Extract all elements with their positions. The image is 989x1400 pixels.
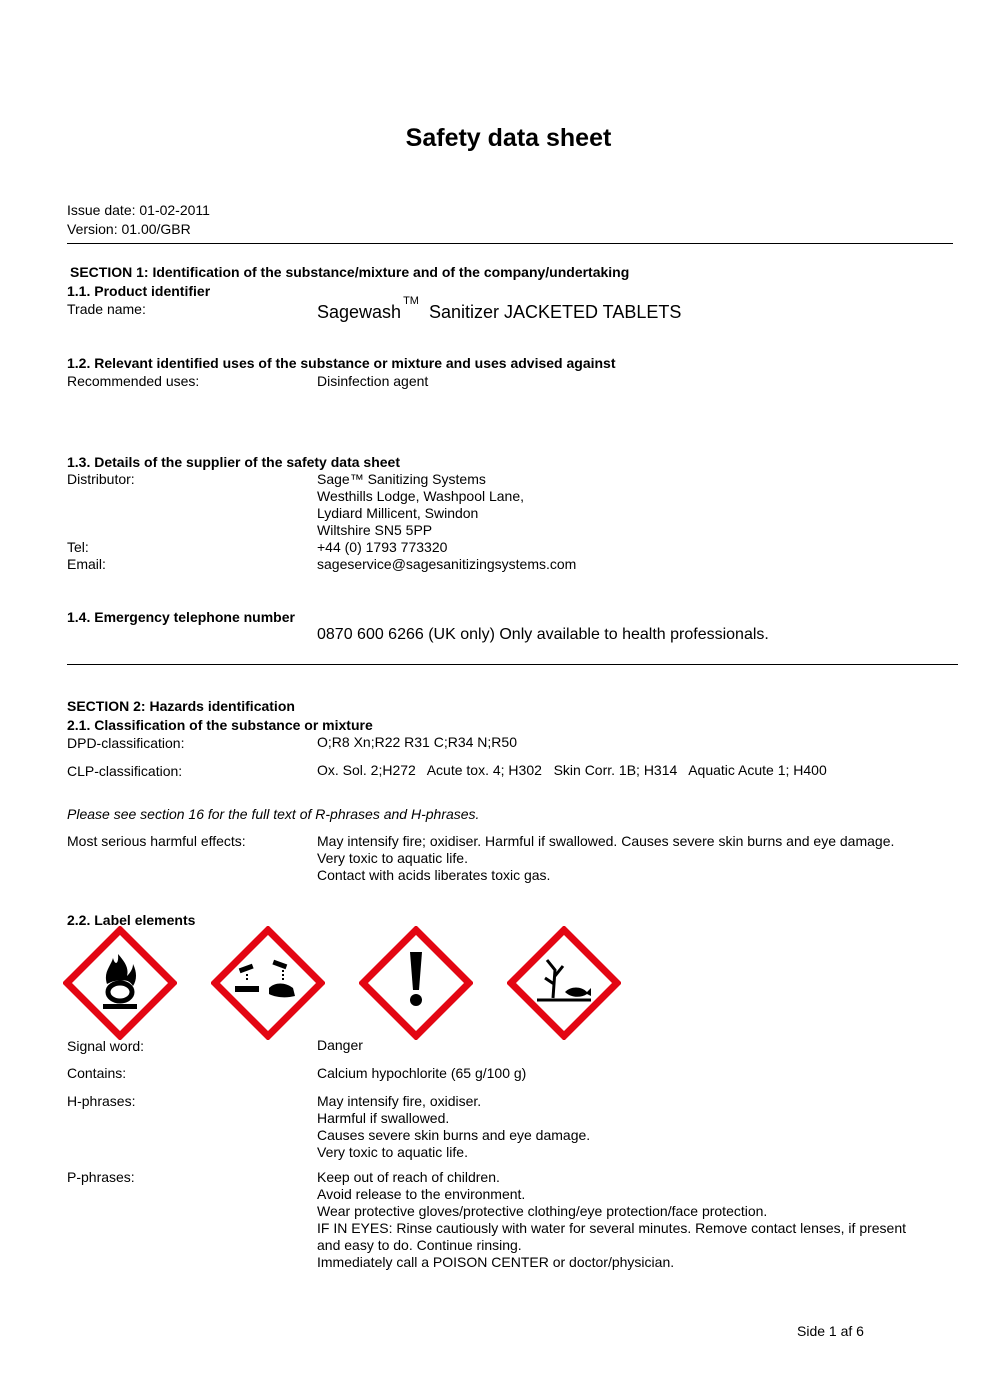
exclamation-mark-icon [359,926,473,1040]
h-phrases [317,1093,590,1161]
section12-heading: 1.2. Relevant identified uses of the substance or mixture and uses advised against [67,355,616,371]
distributor-line: Wiltshire SN5 5PP [317,522,433,538]
harmful-effects-label: Most serious harmful effects: [67,833,246,849]
p-phrase: IF IN EYES: Rinse cautiously with water for several minutes. Remove contact lenses, if present [317,1220,907,1236]
p-phrase: Keep out of reach of children. [317,1169,500,1185]
recommended-uses-value: Disinfection agent [317,373,429,389]
section1-divider [67,664,958,665]
section13-heading: 1.3. Details of the supplier of the safety data sheet [67,454,400,470]
distributor-address [317,471,524,539]
h-phrase: Very toxic to aquatic life. [317,1144,468,1160]
phrases-note: Please see section 16 for the full text of R-phrases and H-phrases. [67,806,480,822]
recommended-uses-label: Recommended uses: [67,373,200,389]
distributor-line: Sage™ Sanitizing Systems [317,471,486,487]
emergency-phone: 0870 600 6266 (UK only) Only available to health professionals. [317,626,769,643]
p-phrase: and easy to do. Continue rinsing. [317,1237,522,1253]
trade-name-label: Trade name: [67,301,146,317]
page-footer: Side 1 af 6 [797,1323,864,1339]
signal-word-value: Danger [317,1037,363,1053]
effect-line: Contact with acids liberates toxic gas. [317,867,551,883]
section1-heading: SECTION 1: Identification of the substance/mixture and of the company/undertaking [70,264,630,280]
distributor-label: Distributor: [67,471,135,487]
section2-heading: SECTION 2: Hazards identification [67,698,295,714]
tel-value: +44 (0) 1793 773320 [317,539,448,555]
clp-label: CLP-classification: [67,763,183,779]
section22-heading: 2.2. Label elements [67,912,196,928]
p-phrase: Avoid release to the environment. [317,1186,526,1202]
p-phrase: Immediately call a POISON CENTER or doctor/physician. [317,1254,675,1270]
corrosion-icon [211,926,325,1040]
signal-word-label: Signal word: [67,1038,145,1054]
section14-heading: 1.4. Emergency telephone number [67,609,295,625]
h-phrases-label: H-phrases: [67,1093,136,1109]
contains-label: Contains: [67,1065,127,1081]
trademark-symbol: TM [403,295,419,307]
effect-line: May intensify fire; oxidiser. Harmful if swallowed. Causes severe skin burns and eye damage. [317,833,895,849]
issue-date: Issue date: 01-02-2011 [67,202,210,218]
distributor-line: Lydiard Millicent, Swindon [317,505,479,521]
tel-label: Tel: [67,539,89,555]
clp-value: Ox. Sol. 2;H272 Acute tox. 4; H302 Skin Corr. 1B; H314 Aquatic Acute 1; H400 [317,762,827,778]
trade-name-value [317,295,682,323]
page-title: Safety data sheet [405,124,612,152]
header-divider [67,243,953,244]
h-phrase: Causes severe skin burns and eye damage. [317,1127,591,1143]
section21-heading: 2.1. Classification of the substance or mixture [67,717,373,733]
environment-icon [507,926,621,1040]
trade-name-part2: Sanitizer JACKETED TABLETS [428,302,682,322]
p-phrases [317,1169,906,1271]
distributor-line: Westhills Lodge, Washpool Lane, [317,488,525,504]
email-value: sageservice@sagesanitizingsystems.com [317,556,577,572]
p-phrase: Wear protective gloves/protective clothing/eye protection/face protection. [317,1203,768,1219]
h-phrase: May intensify fire, oxidiser. [317,1093,482,1109]
version: Version: 01.00/GBR [67,221,191,237]
flame-over-circle-icon [63,926,177,1040]
harmful-effects [317,833,894,884]
dpd-label: DPD-classification: [67,735,185,751]
effect-line: Very toxic to aquatic life. [317,850,468,866]
dpd-value: O;R8 Xn;R22 R31 C;R34 N;R50 [317,734,517,750]
section11-heading: 1.1. Product identifier [67,283,211,299]
h-phrase: Harmful if swallowed. [317,1110,450,1126]
trade-name-part1: Sagewash [317,302,402,322]
p-phrases-label: P-phrases: [67,1169,135,1185]
email-label: Email: [67,556,106,572]
contains-value: Calcium hypochlorite (65 g/100 g) [317,1065,527,1081]
